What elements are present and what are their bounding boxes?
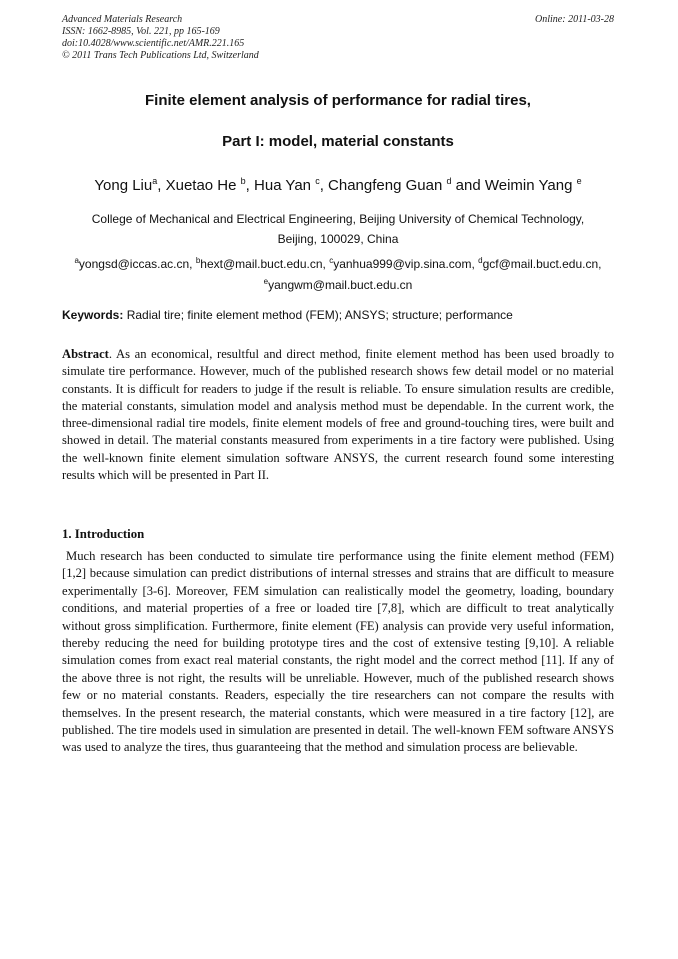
author-list [62,176,614,194]
keywords [62,308,614,322]
email-mark: e [263,277,269,286]
email-mark: b [195,256,201,265]
email-address[interactable]: yongsd@iccas.ac.cn [78,257,190,271]
author-affil-mark: b [240,176,246,186]
introduction-paragraph: Much research has been conducted to simulate tire performance using the finite element method (FEM) [1,2] because simulation can predict distributions of internal stresses and strains that are difficult to measure experimentally [3-6]. Moreover, FEM simulation can realistically model the geometry, loading, boundary conditions, and material properties of a free or loaded tire [7,8], which are difficult to treat analytically without gross simplification. Furthermore, finite element (FE) analysis can provide very useful information, thereby reducing the need for building prototype tires and the cost of extensive testing [9,10]. A reliable simulation comes from exact real material constants, the right model and the correct method [11]. If any of the above three is not right, the results will be unreliable. However, much of the published research shows few or no material constants. Readers, especially the tire researchers can not compare the results with themselves. In the present research, the material constants, which were measured in a tire factory [12], are published. The tire models used in simulation are presented in detail. The well-known FEM software ANSYS was used to analyze the tires, thus guaranteeing that the method and simulation process are believable. [62,549,614,755]
email-separator: , [189,257,196,271]
paper-title-line-2: Part I: model, material constants [222,133,454,150]
email-list [62,252,614,294]
email-separator: , [471,257,479,271]
email-address[interactable]: gcf@mail.buct.edu.cn [482,257,599,271]
keywords-text: Radial tire; finite element method (FEM); ANSYS; structure; performance [123,308,513,322]
email-line-1 [62,252,614,273]
affiliation-line-2: Beijing, 100029, China [277,232,399,246]
author-name: Xuetao He [165,177,241,194]
journal-header [62,14,259,62]
author-affil-mark: e [576,176,582,186]
author-separator: , [157,177,166,194]
paper-title-line-1: Finite element analysis of performance for radial tires, [145,92,531,109]
author-affil-mark: a [152,176,158,186]
email-address[interactable]: hext@mail.buct.edu.cn [200,257,323,271]
affiliation-line-1: College of Mechanical and Electrical Engineering, Beijing University of Chemical Technology, [91,212,585,226]
abstract-label: Abstract [62,347,109,361]
email-address[interactable]: yangwm@mail.buct.edu.cn [268,278,413,292]
section-heading-introduction: 1. Introduction [62,527,145,541]
affiliation [62,209,614,249]
author-name: Changfeng Guan [328,177,447,194]
copyright-line: © 2011 Trans Tech Publications Ltd, Switzerland [62,50,259,61]
author-affil-mark: c [315,176,320,186]
author-name: Hua Yan [254,177,316,194]
author-name: Yong Liu [94,177,153,194]
abstract-text: . As an economical, resultful and direct method, finite element method has been used broadly to simulate tire performance. However, much of the published research shows few detail model or no material constants. It is difficult for readers to judge if the result is reliable. To ensure simulation results are credible, the material constants, simulation model and analysis method must be dependable. In the current work, the three-dimensional radial tire models, finite element models of free and ground-touching tires, were built and showed in detail. The material constants measured from experiments in a tire factory were published. Using the well-known finite element simulation software ANSYS, the current research found some interesting results which will be presented in Part II. [62,347,614,483]
doi-line: doi:10.4028/www.scientific.net/AMR.221.165 [62,38,245,49]
author-separator: , [319,177,329,194]
email-mark: c [329,256,334,265]
journal-name: Advanced Materials Research [62,14,183,25]
keywords-label: Keywords: [62,308,124,322]
email-separator: , [598,257,602,271]
issn-line: ISSN: 1662-8985, Vol. 221, pp 165-169 [62,26,220,37]
author-affil-mark: d [446,176,452,186]
email-address[interactable]: yanhua999@vip.sina.com [333,257,472,271]
author-separator: and [455,177,485,194]
author-name: Weimin Yang [484,177,577,194]
email-separator: , [322,257,330,271]
author-separator: , [245,177,255,194]
online-date: Online: 2011-03-28 [535,14,614,25]
email-line-2 [62,273,614,294]
email-mark: d [478,256,483,265]
abstract [62,346,614,484]
email-mark: a [74,256,79,265]
